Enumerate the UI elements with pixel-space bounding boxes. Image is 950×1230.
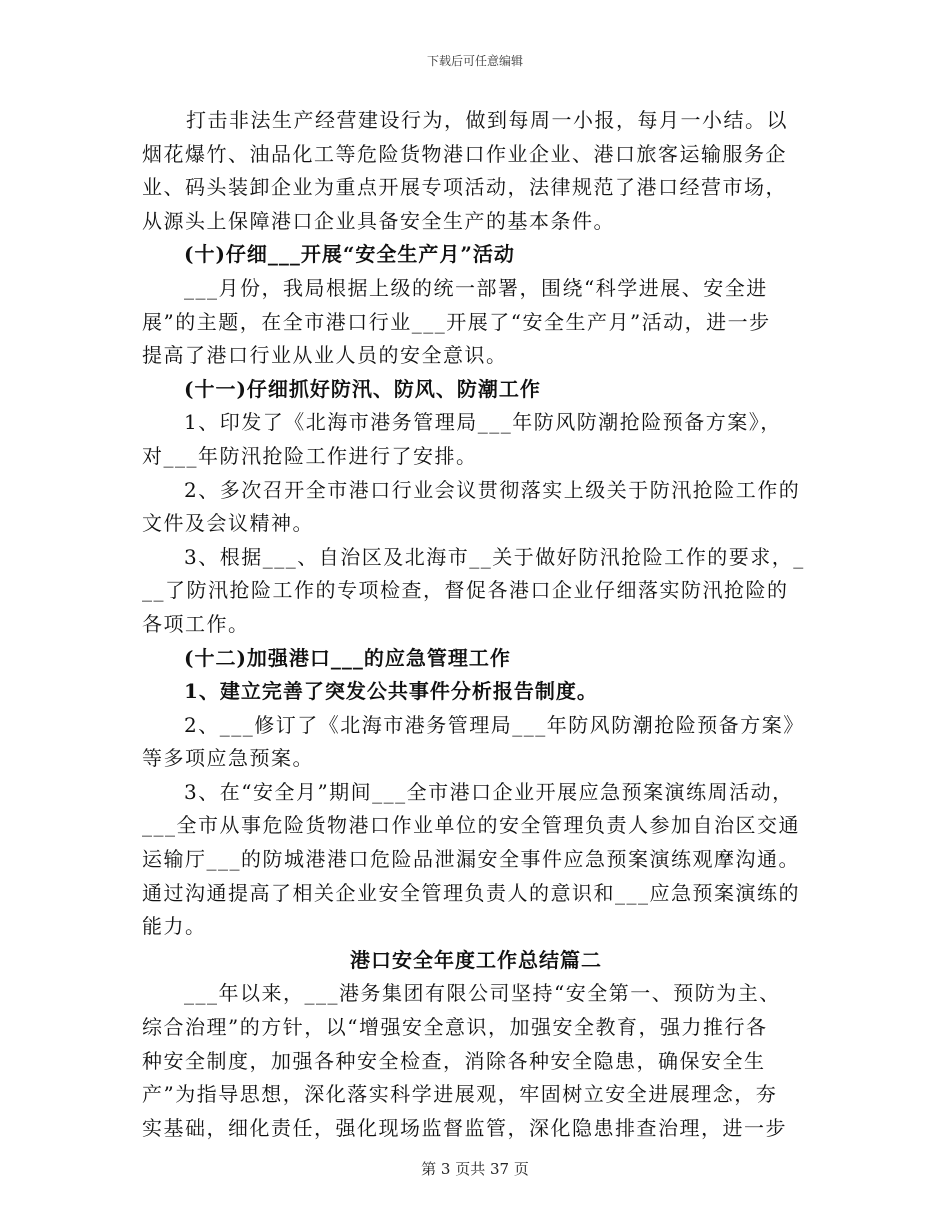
- paragraph-line: 各项工作。: [142, 611, 250, 636]
- subsection-heading: 1、建立完善了突发公共事件分析报告制度。: [184, 679, 598, 704]
- paragraph-line: 通过沟通提高了相关企业安全管理负责人的意识和___应急预案演练的: [142, 880, 800, 905]
- paragraph-line: 展”的主题，在全市港口行业___开展了“安全生产月”活动，进一步: [142, 309, 771, 334]
- paragraph-line: 3、在“安全月”期间___全市港口企业开展应急预案演练周活动，: [184, 779, 794, 804]
- paragraph-line: 业、码头装卸企业为重点开展专项活动，法律规范了港口经营市场，: [142, 175, 787, 200]
- document-body: [142, 104, 810, 1145]
- paragraph-line: ___全市从事危险货物港口作业单位的安全管理负责人参加自治区交通: [142, 813, 800, 838]
- paragraph-line: 对___年防汛抢险工作进行了安排。: [142, 443, 478, 468]
- paragraph-line: 2、多次召开全市港口行业会议贯彻落实上级关于防汛抢险工作的: [184, 477, 801, 502]
- section-heading: (十一)仔细抓好防汛、防风、防潮工作: [184, 376, 541, 401]
- paragraph-line: 提高了港口行业从业人员的安全意识。: [142, 343, 508, 368]
- paragraph-line: 运输厅___的防城港港口危险品泄漏安全事件应急预案演练观摩沟通。: [142, 847, 800, 872]
- paragraph-line: ___月份，我局根据上级的统一部署，围绕“科学进展、安全进: [184, 275, 768, 300]
- paragraph-line: 烟花爆竹、油品化工等危险货物港口作业企业、港口旅客运输服务企: [142, 141, 787, 166]
- paragraph-line: 1、印发了《北海市港务管理局___年防风防潮抢险预备方案》，: [184, 410, 782, 435]
- paragraph-line: 从源头上保障港口企业具备安全生产的基本条件。: [142, 208, 615, 233]
- paragraph-line: 种安全制度，加强各种安全检查，消除各种安全隐患，确保安全生: [142, 1048, 766, 1073]
- paragraph-line: 打击非法生产经营建设行为，做到每周一小报，每月一小结。以: [186, 108, 788, 132]
- paragraph-line: 综合治理”的方针，以“增强安全意识，加强安全教育，强力推行各: [142, 1015, 768, 1040]
- paragraph-line: 能力。: [142, 914, 207, 939]
- paragraph-line: __了防汛抢险工作的专项检查，督促各港口企业仔细落实防汛抢险的: [142, 578, 789, 603]
- page-header: 下载后可任意编辑: [426, 54, 523, 68]
- paragraph-line: 等多项应急预案。: [142, 746, 314, 771]
- paragraph-line: 3、根据___、自治区及北海市__关于做好防汛抢险工作的要求，_: [184, 544, 805, 569]
- paragraph-line: 实基础，细化责任，强化现场监督监管，深化隐患排查治理，进一步: [142, 1115, 787, 1140]
- article-title: 港口安全年度工作总结篇二: [350, 947, 602, 972]
- page-footer: 第 3 页共 37 页: [421, 1160, 529, 1178]
- paragraph-line: 2、___修订了《北海市港务管理局___年防风防潮抢险预备方案》: [184, 712, 805, 737]
- section-heading: (十二)加强港口___的应急管理工作: [184, 645, 511, 670]
- paragraph-line: 文件及会议精神。: [142, 511, 314, 536]
- paragraph-line: ___年以来，___港务集团有限公司坚持“安全第一、预防为主、: [184, 981, 781, 1006]
- section-heading: (十)仔细___开展“安全生产月”活动: [184, 242, 515, 267]
- paragraph-line: 产”为指导思想，深化落实科学进展观，牢固树立安全进展理念，夯: [142, 1082, 778, 1107]
